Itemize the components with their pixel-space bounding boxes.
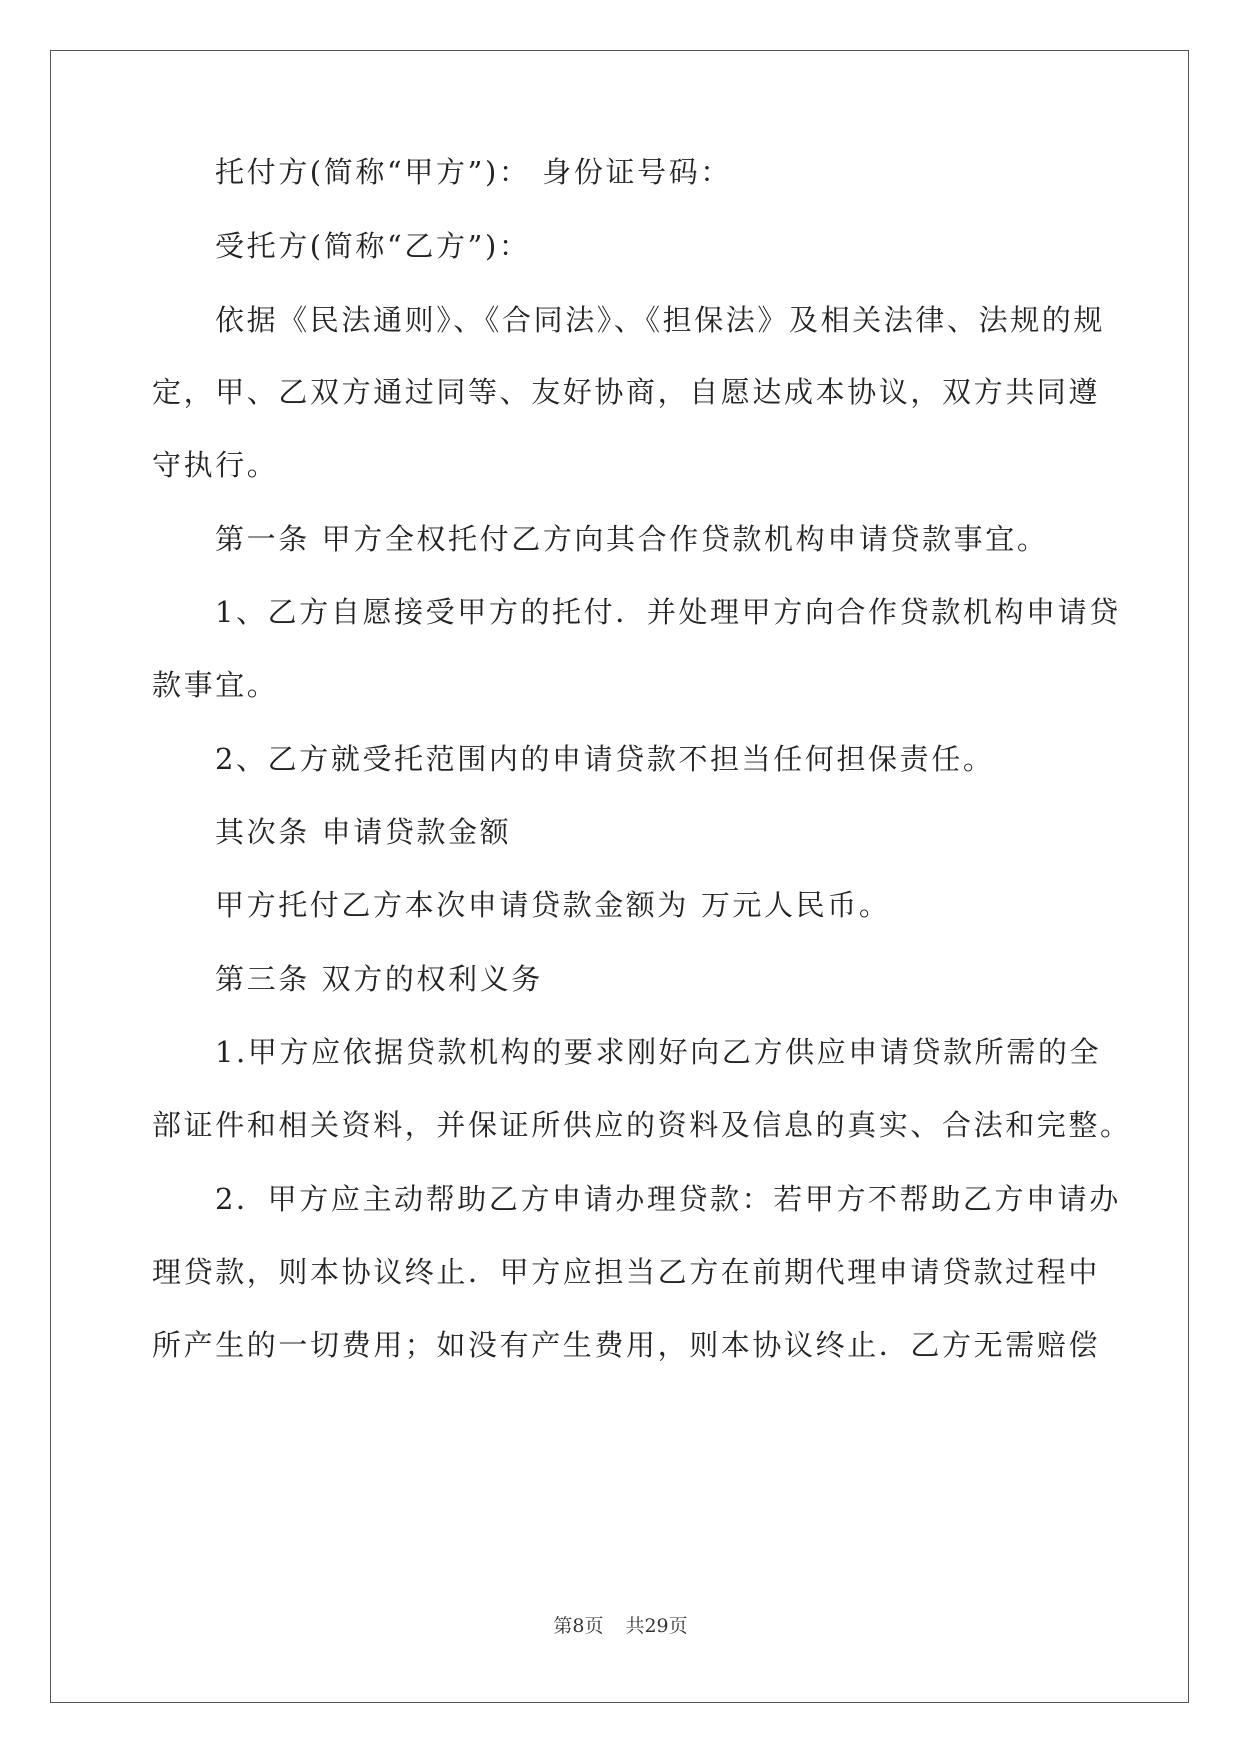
- paragraph-line: 1.甲方应依据贷款机构的要求刚好向乙方供应申请贷款所需的全: [215, 1035, 1102, 1069]
- page-total: 共29页: [625, 1615, 688, 1637]
- paragraph-line: 1、乙方自愿接受甲方的托付．并处理甲方向合作贷款机构申请贷: [215, 595, 1121, 629]
- paragraph-line: 2、乙方就受托范围内的申请贷款不担当任何担保责任。: [215, 742, 995, 776]
- page-number: 第8页: [553, 1615, 604, 1637]
- page-border: [50, 50, 1189, 1703]
- page-footer: [0, 1611, 1241, 1638]
- paragraph-line: 守执行。: [152, 448, 279, 482]
- paragraph-line: 受托方(简称“乙方”)：: [215, 229, 531, 263]
- paragraph-line: 所产生的一切费用；如没有产生费用，则本协议终止．乙方无需赔偿: [152, 1328, 1101, 1362]
- paragraph-line: 其次条 申请贷款金额: [215, 815, 512, 849]
- paragraph-line: 第一条 甲方全权托付乙方向其合作贷款机构申请贷款事宜。: [215, 522, 1049, 556]
- paragraph-line: 款事宜。: [152, 668, 279, 702]
- paragraph-line: 甲方托付乙方本次申请贷款金额为 万元人民币。: [215, 888, 891, 922]
- paragraph-line: 理贷款，则本协议终止．甲方应担当乙方在前期代理申请贷款过程中: [152, 1255, 1101, 1289]
- paragraph-line: 第三条 双方的权利义务: [215, 962, 543, 996]
- paragraph-line: 依据《民法通则》、《合同法》、《担保法》及相关法律、法规的规: [215, 303, 1106, 337]
- paragraph-line: 托付方(简称“甲方”)： 身份证号码：: [215, 155, 732, 189]
- paragraph-line: 部证件和相关资料，并保证所供应的资料及信息的真实、合法和完整。: [152, 1108, 1132, 1142]
- paragraph-line: 定，甲、乙双方通过同等、友好协商，自愿达成本协议，双方共同遵: [152, 375, 1101, 409]
- paragraph-line: 2．甲方应主动帮助乙方申请办理贷款：若甲方不帮助乙方申请办: [215, 1182, 1121, 1216]
